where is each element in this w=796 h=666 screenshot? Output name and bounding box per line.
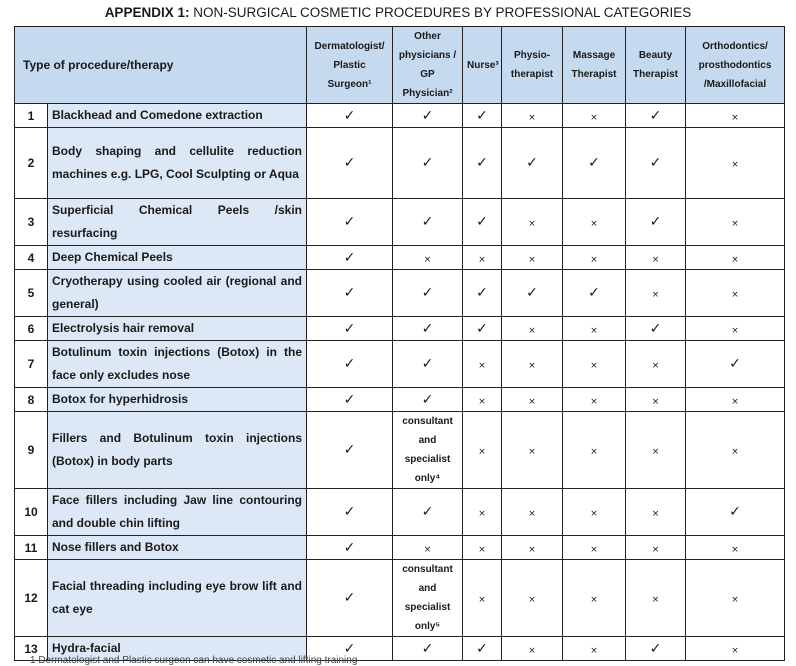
permitted-cell [563, 270, 626, 317]
cross-mark-icon: × [478, 361, 486, 371]
header-massage-therapist: Massage Therapist [563, 27, 626, 104]
not-permitted-cell [502, 637, 563, 661]
not-permitted-cell [463, 489, 502, 536]
not-permitted-cell [502, 341, 563, 388]
procedure-name: Blackhead and Comedone extraction [48, 104, 307, 128]
check-mark-icon: ✓ [343, 320, 356, 337]
not-permitted-cell [502, 317, 563, 341]
check-mark-icon: ✓ [343, 214, 356, 230]
permitted-cell [307, 128, 393, 199]
table-row [15, 412, 785, 489]
procedure-name: Deep Chemical Peels [48, 246, 307, 270]
not-permitted-cell [463, 341, 502, 388]
permitted-cell [393, 388, 463, 412]
permitted-cell [502, 270, 563, 317]
not-permitted-cell [686, 637, 785, 661]
table-row [15, 489, 785, 536]
permitted-cell [463, 199, 502, 246]
permitted-cell [393, 341, 463, 388]
appendix-title-text: NON-SURGICAL COSMETIC PROCEDURES BY PROFESSIONAL CATEGORIES [189, 5, 692, 20]
check-mark-icon: ✓ [343, 590, 356, 606]
check-mark-icon: ✓ [343, 356, 356, 372]
table-row [15, 128, 785, 199]
footnote: 1 Dermatologist and Plastic surgeon can have cosmetic and lifting training [30, 655, 358, 666]
procedure-name: Superficial Chemical Peels /skin resurfacing [48, 199, 307, 246]
not-permitted-cell [502, 104, 563, 128]
cross-mark-icon: × [590, 645, 598, 656]
cross-mark-icon: × [590, 112, 598, 123]
not-permitted-cell [502, 388, 563, 412]
check-mark-icon: ✓ [421, 155, 434, 171]
table-row [15, 317, 785, 341]
permitted-cell [686, 489, 785, 536]
header-other-physicians: Other physicians / GP Physician² [393, 27, 463, 104]
check-mark-icon: ✓ [649, 320, 662, 337]
restricted-cell [393, 560, 463, 637]
not-permitted-cell [626, 412, 686, 489]
not-permitted-cell [686, 536, 785, 560]
cross-mark-icon: × [528, 544, 536, 555]
cross-mark-icon: × [590, 396, 598, 407]
not-permitted-cell [686, 317, 785, 341]
permitted-cell [463, 270, 502, 317]
header-row [15, 27, 785, 104]
cross-mark-icon: × [590, 595, 598, 605]
not-permitted-cell [686, 104, 785, 128]
cross-mark-icon: × [528, 254, 536, 265]
row-number: 10 [15, 489, 48, 536]
row-number: 9 [15, 412, 48, 489]
check-mark-icon: ✓ [476, 320, 488, 337]
not-permitted-cell [502, 412, 563, 489]
not-permitted-cell [563, 412, 626, 489]
cross-mark-icon: × [590, 544, 598, 555]
permitted-cell [626, 128, 686, 199]
permitted-cell [393, 199, 463, 246]
check-mark-icon: ✓ [343, 107, 356, 124]
not-permitted-cell [563, 388, 626, 412]
not-permitted-cell [686, 128, 785, 199]
cross-mark-icon: × [651, 447, 660, 457]
not-permitted-cell [626, 246, 686, 270]
permitted-cell [393, 128, 463, 199]
not-permitted-cell [626, 536, 686, 560]
cross-mark-icon: × [590, 254, 598, 265]
cross-mark-icon: × [478, 509, 486, 519]
permitted-cell [463, 128, 502, 199]
row-number: 5 [15, 270, 48, 317]
permitted-cell [393, 317, 463, 341]
check-mark-icon: ✓ [476, 155, 488, 171]
check-mark-icon: ✓ [421, 356, 434, 372]
not-permitted-cell [626, 388, 686, 412]
procedure-name: Fillers and Botulinum toxin injections (Botox) in body parts [48, 412, 307, 489]
check-mark-icon: ✓ [476, 107, 488, 124]
table-row [15, 246, 785, 270]
cross-mark-icon: × [731, 544, 739, 555]
cross-mark-icon: × [478, 447, 486, 457]
cross-mark-icon: × [731, 325, 739, 336]
procedure-name: Body shaping and cellulite reduction machines e.g. LPG, Cool Sculpting or Aqua [48, 128, 307, 199]
permitted-cell [307, 388, 393, 412]
row-number: 6 [15, 317, 48, 341]
header-beauty-therapist: Beauty Therapist [626, 27, 686, 104]
cross-mark-icon: × [651, 509, 660, 519]
cross-mark-icon: × [478, 254, 486, 265]
check-mark-icon: ✓ [343, 391, 356, 408]
row-number: 13 [15, 637, 48, 661]
not-permitted-cell [563, 341, 626, 388]
permitted-cell [463, 317, 502, 341]
permitted-cell [502, 128, 563, 199]
cross-mark-icon: × [731, 219, 739, 229]
cross-mark-icon: × [528, 509, 536, 519]
not-permitted-cell [463, 246, 502, 270]
procedure-name: Face fillers including Jaw line contouring and double chin lifting [48, 489, 307, 536]
permitted-cell [307, 246, 393, 270]
check-mark-icon: ✓ [421, 107, 434, 124]
permitted-cell [307, 412, 393, 489]
cross-mark-icon: × [478, 396, 486, 407]
row-number: 1 [15, 104, 48, 128]
cross-mark-icon: × [731, 447, 739, 457]
check-mark-icon: ✓ [526, 285, 538, 301]
cross-mark-icon: × [651, 396, 660, 407]
cross-mark-icon: × [528, 645, 536, 656]
table-row [15, 199, 785, 246]
permitted-cell [393, 270, 463, 317]
cross-mark-icon: × [423, 544, 432, 555]
permitted-cell [393, 637, 463, 661]
permitted-cell [626, 317, 686, 341]
permitted-cell [307, 317, 393, 341]
not-permitted-cell [686, 199, 785, 246]
header-physiotherapist: Physio- therapist [502, 27, 563, 104]
permitted-cell [307, 560, 393, 637]
procedure-name: Nose fillers and Botox [48, 536, 307, 560]
permitted-cell [626, 199, 686, 246]
restriction-note: consultant and specialist only⁴ [402, 416, 453, 484]
header-nurse: Nurse³ [463, 27, 502, 104]
cross-mark-icon: × [528, 325, 536, 336]
cross-mark-icon: × [528, 396, 536, 407]
restriction-note: consultant and specialist only⁵ [402, 564, 453, 632]
row-number: 4 [15, 246, 48, 270]
check-mark-icon: ✓ [421, 640, 434, 657]
permitted-cell [307, 104, 393, 128]
check-mark-icon: ✓ [476, 640, 488, 657]
procedures-table [14, 26, 785, 661]
cross-mark-icon: × [651, 595, 660, 605]
not-permitted-cell [626, 489, 686, 536]
check-mark-icon: ✓ [421, 320, 434, 337]
cross-mark-icon: × [590, 325, 598, 336]
cross-mark-icon: × [528, 112, 536, 123]
not-permitted-cell [563, 560, 626, 637]
not-permitted-cell [463, 412, 502, 489]
table-row [15, 270, 785, 317]
cross-mark-icon: × [651, 361, 660, 371]
cross-mark-icon: × [590, 509, 598, 519]
not-permitted-cell [626, 270, 686, 317]
check-mark-icon: ✓ [343, 539, 356, 556]
check-mark-icon: ✓ [729, 504, 741, 520]
not-permitted-cell [563, 246, 626, 270]
check-mark-icon: ✓ [729, 356, 741, 372]
not-permitted-cell [463, 388, 502, 412]
procedure-name: Facial threading including eye brow lift and cat eye [48, 560, 307, 637]
permitted-cell [307, 270, 393, 317]
not-permitted-cell [563, 637, 626, 661]
not-permitted-cell [502, 246, 563, 270]
check-mark-icon: ✓ [588, 285, 600, 301]
cross-mark-icon: × [590, 219, 598, 229]
row-number: 12 [15, 560, 48, 637]
permitted-cell [307, 341, 393, 388]
appendix-title-bold: APPENDIX 1: [104, 5, 190, 20]
not-permitted-cell [686, 560, 785, 637]
restricted-cell [393, 412, 463, 489]
row-number: 3 [15, 199, 48, 246]
check-mark-icon: ✓ [343, 155, 356, 171]
not-permitted-cell [626, 341, 686, 388]
not-permitted-cell [463, 560, 502, 637]
not-permitted-cell [563, 489, 626, 536]
procedure-name: Electrolysis hair removal [48, 317, 307, 341]
permitted-cell [307, 536, 393, 560]
procedure-name: Cryotherapy using cooled air (regional and general) [48, 270, 307, 317]
not-permitted-cell [686, 412, 785, 489]
cross-mark-icon: × [731, 290, 739, 300]
cross-mark-icon: × [528, 219, 536, 229]
permitted-cell [307, 199, 393, 246]
appendix-title [0, 4, 796, 22]
not-permitted-cell [563, 104, 626, 128]
row-number: 7 [15, 341, 48, 388]
table-row [15, 536, 785, 560]
cross-mark-icon: × [528, 361, 536, 371]
permitted-cell [626, 637, 686, 661]
not-permitted-cell [563, 199, 626, 246]
check-mark-icon: ✓ [343, 442, 356, 458]
not-permitted-cell [502, 489, 563, 536]
not-permitted-cell [502, 536, 563, 560]
cross-mark-icon: × [731, 595, 739, 605]
cross-mark-icon: × [528, 595, 536, 605]
cross-mark-icon: × [528, 447, 536, 457]
table-row [15, 341, 785, 388]
permitted-cell [626, 104, 686, 128]
not-permitted-cell [393, 246, 463, 270]
check-mark-icon: ✓ [588, 155, 600, 171]
row-number: 2 [15, 128, 48, 199]
permitted-cell [686, 341, 785, 388]
cross-mark-icon: × [731, 254, 739, 265]
table-row [15, 560, 785, 637]
header-dermatologist: Dermatologist/ Plastic Surgeon¹ [307, 27, 393, 104]
not-permitted-cell [626, 560, 686, 637]
not-permitted-cell [463, 536, 502, 560]
not-permitted-cell [502, 199, 563, 246]
header-type: Type of procedure/therapy [15, 27, 307, 104]
check-mark-icon: ✓ [343, 285, 356, 301]
not-permitted-cell [686, 246, 785, 270]
check-mark-icon: ✓ [421, 504, 434, 520]
cross-mark-icon: × [651, 290, 660, 300]
cross-mark-icon: × [731, 645, 739, 656]
cross-mark-icon: × [731, 396, 739, 407]
not-permitted-cell [393, 536, 463, 560]
check-mark-icon: ✓ [526, 155, 538, 171]
check-mark-icon: ✓ [476, 214, 488, 230]
cross-mark-icon: × [731, 112, 739, 123]
table-row [15, 104, 785, 128]
check-mark-icon: ✓ [649, 214, 662, 230]
cross-mark-icon: × [651, 254, 660, 265]
check-mark-icon: ✓ [649, 107, 662, 124]
not-permitted-cell [686, 270, 785, 317]
procedure-name: Botulinum toxin injections (Botox) in the face only excludes nose [48, 341, 307, 388]
procedure-name: Botox for hyperhidrosis [48, 388, 307, 412]
cross-mark-icon: × [731, 160, 739, 170]
check-mark-icon: ✓ [343, 504, 356, 520]
check-mark-icon: ✓ [649, 640, 662, 657]
cross-mark-icon: × [478, 544, 486, 555]
cross-mark-icon: × [651, 544, 660, 555]
not-permitted-cell [686, 388, 785, 412]
permitted-cell [463, 637, 502, 661]
permitted-cell [393, 489, 463, 536]
not-permitted-cell [502, 560, 563, 637]
table-row [15, 388, 785, 412]
check-mark-icon: ✓ [421, 214, 434, 230]
permitted-cell [307, 489, 393, 536]
row-number: 8 [15, 388, 48, 412]
not-permitted-cell [563, 317, 626, 341]
permitted-cell [563, 128, 626, 199]
cross-mark-icon: × [423, 254, 432, 265]
table-body [15, 104, 785, 661]
not-permitted-cell [563, 536, 626, 560]
check-mark-icon: ✓ [421, 391, 434, 408]
permitted-cell [393, 104, 463, 128]
check-mark-icon: ✓ [343, 249, 356, 266]
check-mark-icon: ✓ [476, 285, 488, 301]
permitted-cell [463, 104, 502, 128]
procedure-name: Hydra-facial [48, 637, 307, 661]
check-mark-icon: ✓ [649, 155, 662, 171]
check-mark-icon: ✓ [421, 285, 434, 301]
cross-mark-icon: × [478, 595, 486, 605]
header-orthodontics: Orthodontics/ prosthodontics /Maxillofacial [686, 27, 785, 104]
cross-mark-icon: × [590, 447, 598, 457]
check-mark-icon: ✓ [343, 640, 356, 657]
cross-mark-icon: × [590, 361, 598, 371]
row-number: 11 [15, 536, 48, 560]
